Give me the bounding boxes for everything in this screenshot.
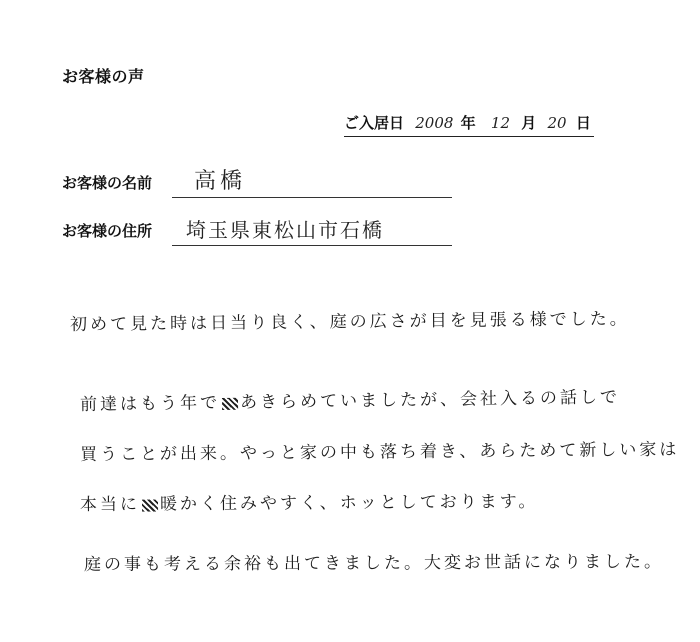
month-unit: 月 <box>521 114 537 132</box>
move-in-year: 2008 <box>415 114 454 132</box>
name-underline <box>172 197 452 199</box>
comment-line-text: 初めて見た時は日当り良く、庭の広さが目を見張る様でした。 <box>69 309 630 335</box>
customer-address-value: 埼玉県東松山市石橋 <box>186 218 384 242</box>
comment-line-text: 暖かく住みやすく、ホッとしております。 <box>159 491 539 515</box>
comment-line-text: 前達はもう年で <box>79 393 221 415</box>
customer-name-field <box>62 169 247 198</box>
comment-line-3 <box>80 435 680 465</box>
comment-line-4 <box>80 487 538 515</box>
customer-address-label: お客様の住所 <box>62 222 153 240</box>
comment-line-5 <box>84 547 664 575</box>
move-in-date-label: ご入居日 <box>344 114 405 132</box>
comment-line-text: 庭の事も考える余裕も出てきました。大変お世話になりました。 <box>83 551 665 575</box>
move-in-month: 12 <box>490 114 511 132</box>
comment-line-1 <box>70 304 630 335</box>
comment-line-text: あきらめていましたが、会社入るの話しで <box>239 387 621 413</box>
move-in-date-row <box>344 112 594 137</box>
day-unit: 日 <box>575 114 591 132</box>
comment-line-text: 本当に <box>79 494 141 515</box>
comment-line-2 <box>80 382 620 415</box>
customer-name-value: 高橋 <box>194 169 247 194</box>
scribble-mark <box>142 499 158 511</box>
page-heading: お客様の声 <box>62 67 145 86</box>
customer-address-field <box>62 218 384 246</box>
year-unit: 年 <box>460 114 476 132</box>
scribble-mark <box>222 397 238 409</box>
customer-name-label: お客様の名前 <box>62 174 153 192</box>
move-in-day: 20 <box>547 114 567 132</box>
comment-line-text: 買うことが出来。やっと家の中も落ち着き、あらためて新しい家は <box>79 439 680 465</box>
address-underline <box>172 245 452 247</box>
